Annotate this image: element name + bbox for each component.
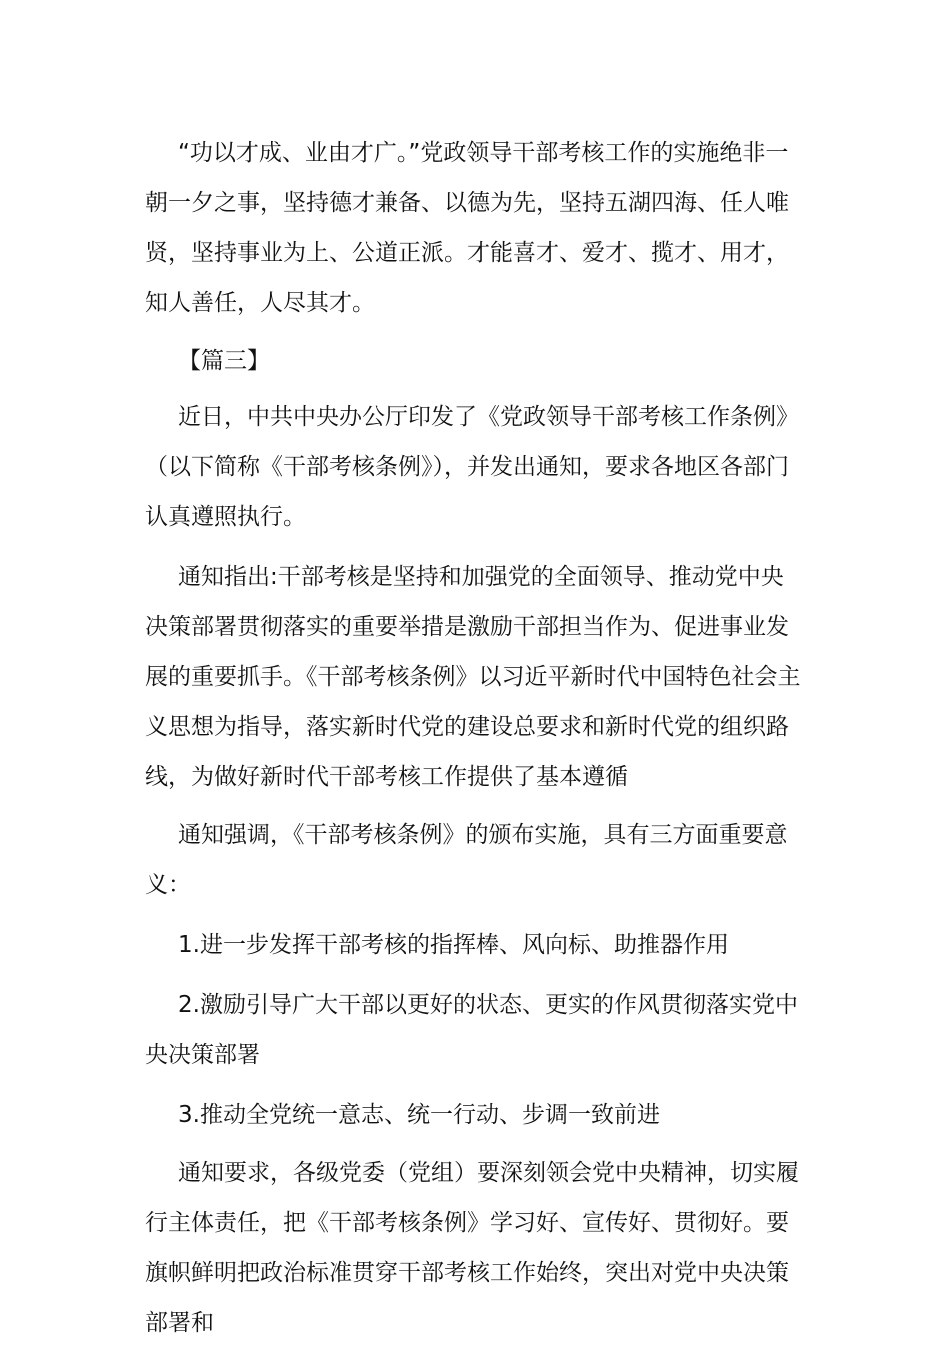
section-heading: 【篇三】: [178, 348, 270, 374]
document-page: [145, 128, 805, 1348]
paragraph-notice-points: 通知指出:干部考核是坚持和加强党的全面领导、推动党中央决策部署贯彻落实的重要举措是激励干部担当作为、促进事业发展的重要抓手。《干部考核条例》以习近平新时代中国特色社会主义思想为指导，落实新时代党的建设总要求和新时代党的组织路线，为做好新时代干部考核工作提供了基本遵循: [145, 564, 801, 790]
paragraph-significance: 通知强调，《干部考核条例》的颁布实施，具有三方面重要意义：: [145, 822, 788, 898]
list-item-1: 1.进一步发挥干部考核的指挥棒、风向标、助推器作用: [178, 932, 729, 958]
paragraph-quote: “功以才成、业由才广。”党政领导干部考核工作的实施绝非一朝一夕之事，坚持德才兼备、以德为先，坚持五湖四海、任人唯贤，坚持事业为上、公道正派。才能喜才、爱才、揽才、用才，知人善任，人尽其才。: [145, 140, 789, 316]
paragraph-intro: 近日，中共中央办公厅印发了《党政领导干部考核工作条例》（以下简称《干部考核条例》），并发出通知，要求各地区各部门认真遵照执行。: [145, 404, 799, 530]
list-item-3: 3.推动全党统一意志、统一行动、步调一致前进: [178, 1102, 660, 1128]
paragraph-requirements: 通知要求，各级党委（党组）要深刻领会党中央精神，切实履行主体责任，把《干部考核条例》学习好、宣传好、贯彻好。要旗帜鲜明把政治标准贯穿干部考核工作始终，突出对党中央决策部署和: [145, 1160, 799, 1336]
list-item-2: 2.激励引导广大干部以更好的状态、更实的作风贯彻落实党中央决策部署: [145, 992, 798, 1068]
